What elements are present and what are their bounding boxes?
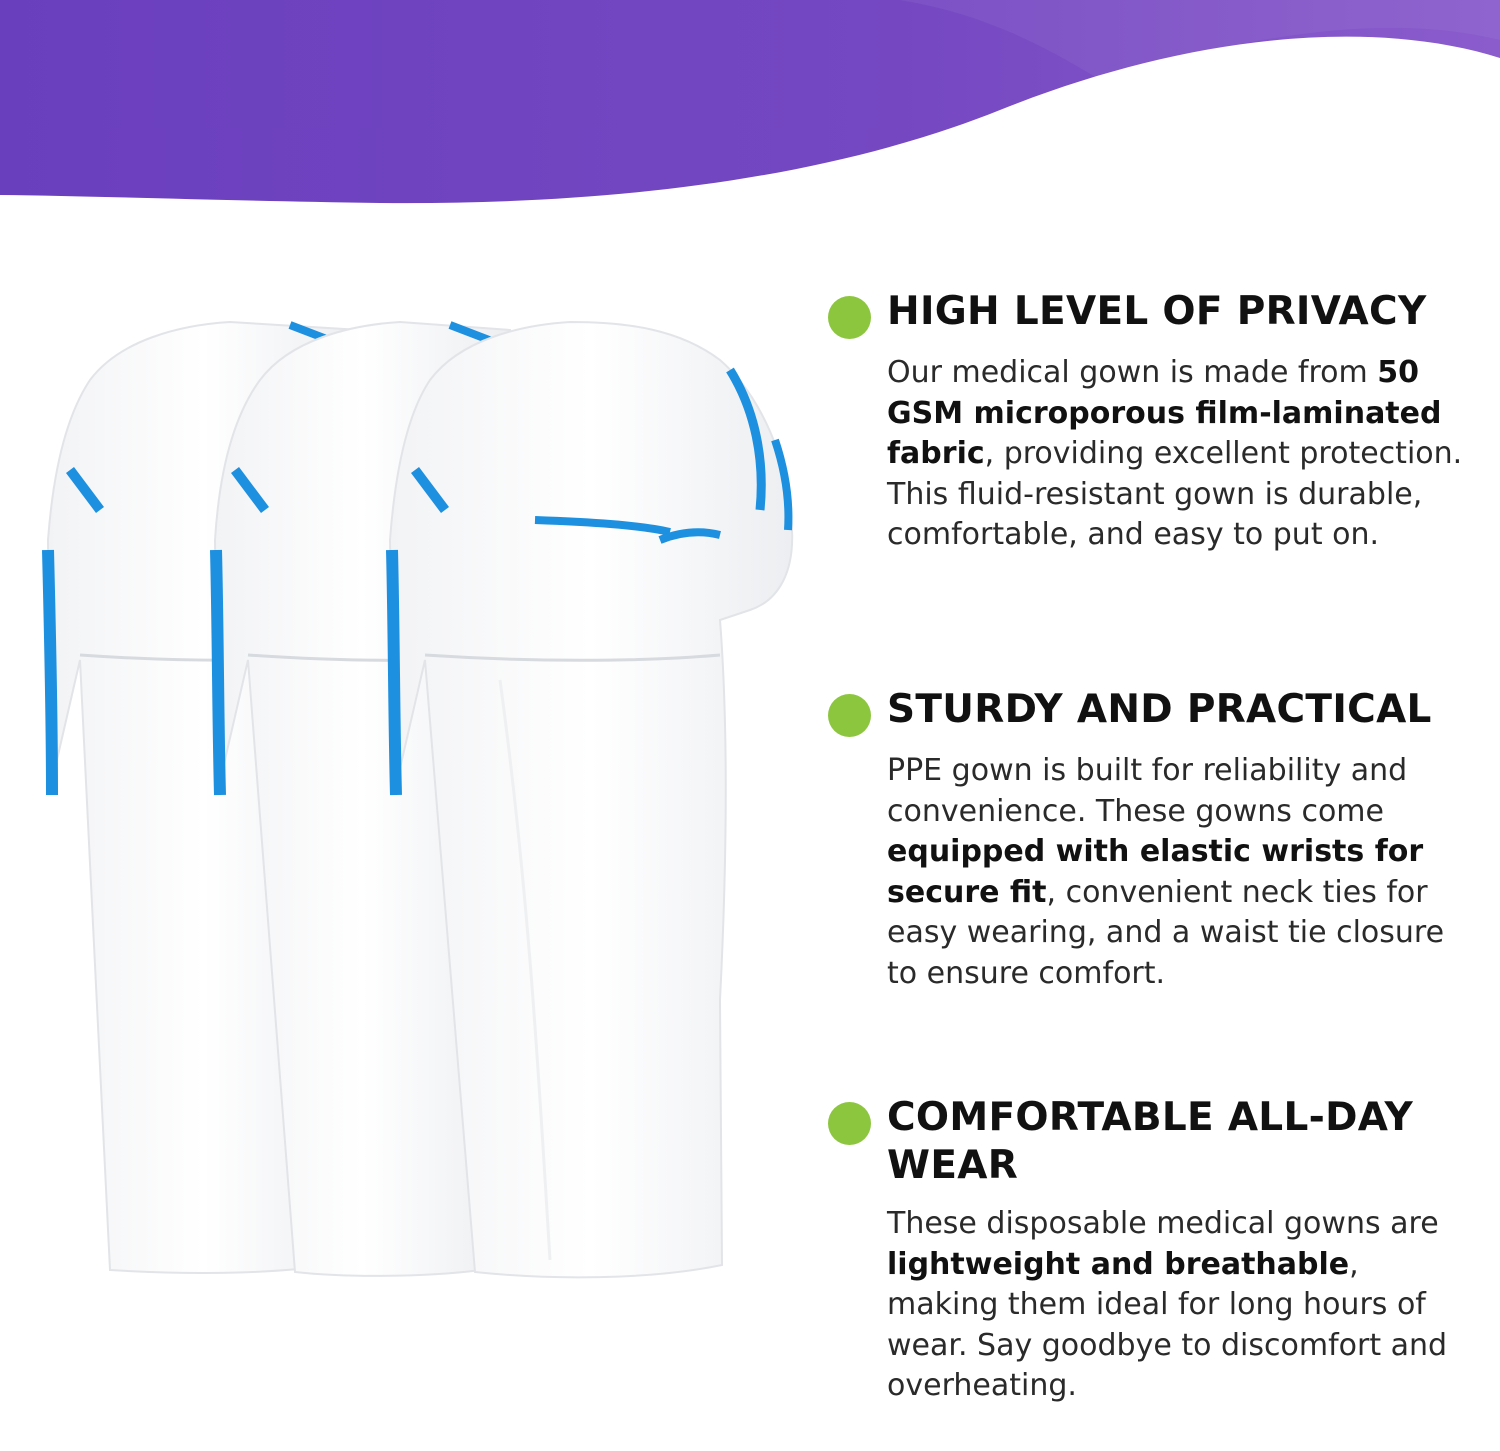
desc-bold: equipped with elastic wrists for secure fit (887, 834, 1424, 910)
feature-comfort (828, 1094, 1468, 1407)
desc-text: These disposable medical gowns are (887, 1206, 1439, 1241)
feature-header (828, 1094, 1468, 1190)
desc-bold: 50 GSM microporous film-laminated fabric (887, 355, 1442, 471)
feature-header (828, 288, 1468, 339)
purple-wave-banner (0, 0, 1500, 210)
green-dot-icon (828, 296, 871, 339)
feature-header (828, 686, 1468, 737)
green-dot-icon (828, 1102, 871, 1145)
desc-text: , convenient neck ties for easy wearing, and a waist tie closure to ensure comfort. (887, 874, 1445, 991)
desc-text: , providing excellent protection. This fluid-resistant gown is durable, comfortable, and easy to put on. (887, 436, 1463, 552)
gowns-product-image (30, 300, 820, 1300)
feature-description (887, 751, 1468, 994)
desc-text: PPE gown is built for reliability and convenience. These gowns come (887, 753, 1408, 829)
feature-description (887, 353, 1468, 556)
feature-heading: COMFORTABLE ALL-DAY WEAR (887, 1095, 1414, 1188)
desc-text: Our medical gown is made from (887, 355, 1378, 390)
feature-sturdy (828, 686, 1468, 994)
desc-text: , making them ideal for long hours of wear. Say goodbye to discomfort and overheating. (887, 1246, 1448, 1403)
feature-privacy (828, 288, 1468, 556)
feature-heading: STURDY AND PRACTICAL (887, 687, 1432, 732)
feature-heading: HIGH LEVEL OF PRIVACY (887, 289, 1427, 334)
green-dot-icon (828, 694, 871, 737)
desc-bold: lightweight and breathable (887, 1246, 1350, 1282)
feature-description (887, 1204, 1468, 1407)
